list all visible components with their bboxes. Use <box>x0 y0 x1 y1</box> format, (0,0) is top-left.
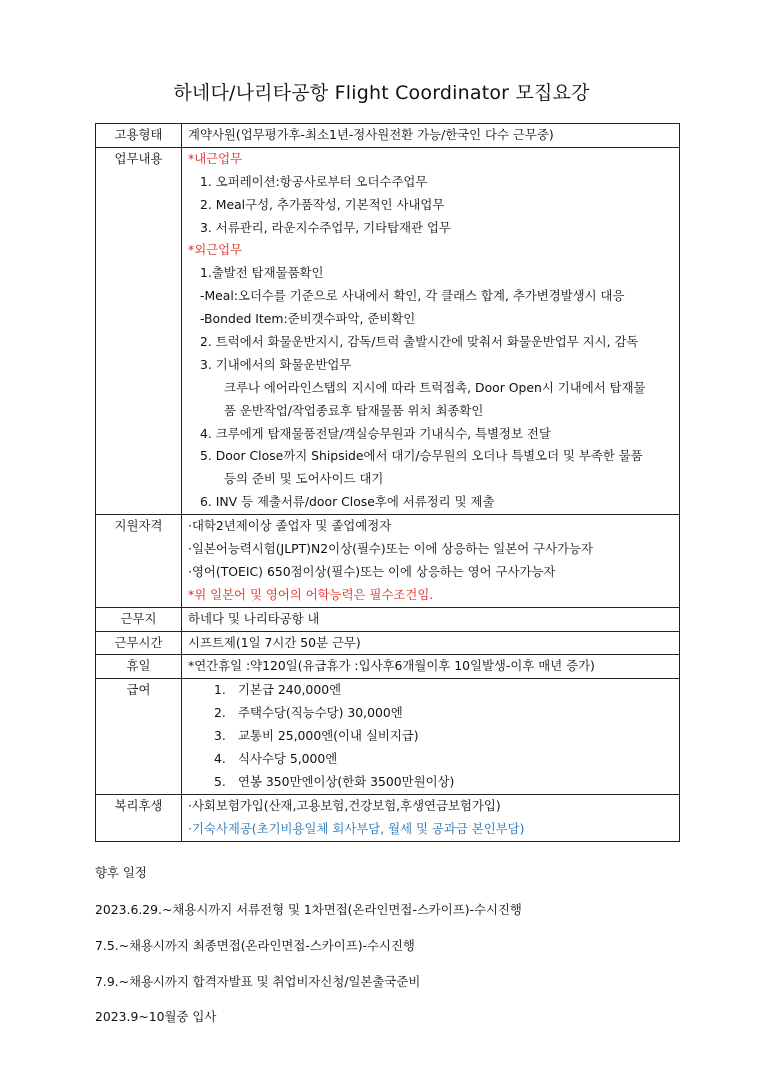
schedule-item: 2023.9~10월중 입사 <box>95 1009 217 1024</box>
row-employment-type <box>96 124 680 148</box>
row-label: 고용형태 <box>96 124 182 148</box>
qualification-note: *위 일본어 및 영어의 어학능력은 필수조건임. <box>188 586 434 602</box>
schedule-item: 7.9.~채용시까지 합격자발표 및 취업비자신청/일본출국준비 <box>95 974 421 989</box>
row-label: 휴일 <box>96 655 182 679</box>
row-label: 복리후생 <box>96 794 182 841</box>
row-qualifications <box>96 515 680 608</box>
duty-item: 품 운반작업/작업종료후 탑재물품 위치 최종확인 <box>224 402 484 418</box>
salary-item <box>188 679 673 702</box>
salary-item <box>188 702 673 725</box>
duty-item: 1.출발전 탑재물품확인 <box>200 265 324 281</box>
salary-item-number: 4. <box>214 751 226 767</box>
salary-item-number: 5. <box>214 773 226 789</box>
row-value <box>182 655 680 679</box>
salary-item <box>188 748 673 771</box>
employment-type-value: 계약사원(업무평가후-최소1년-정사원전환 가능/한국인 다수 근무중) <box>188 127 554 142</box>
duty-item: 크루나 에어라인스탭의 지시에 따라 트럭접촉, Door Open시 기내에서 탑재물 <box>224 379 646 395</box>
duty-item: 등의 준비 및 도어사이드 대기 <box>224 471 384 487</box>
row-duties <box>96 147 680 514</box>
row-benefits <box>96 794 680 841</box>
salary-item-number: 2. <box>214 705 226 721</box>
duty-item: -Bonded Item:준비갯수파악, 준비확인 <box>200 311 416 327</box>
salary-item-text: 식사수당 5,000엔 <box>238 751 338 767</box>
external-duties-header: *외근업무 <box>188 242 243 258</box>
salary-item-text: 기본급 240,000엔 <box>238 682 342 698</box>
duty-item: -Meal:오더수를 기준으로 사내에서 확인, 각 클래스 합계, 추가변경발생시 대응 <box>200 288 625 304</box>
salary-item-text: 주택수당(직능수당) 30,000엔 <box>238 705 403 721</box>
row-value <box>182 679 680 794</box>
duty-item: 3. 서류관리, 라운지수주업무, 기타탑재관 업무 <box>200 219 451 235</box>
row-value <box>182 631 680 655</box>
row-location <box>96 607 680 631</box>
row-value <box>182 794 680 841</box>
duty-item: 4. 크루에게 탑재물품전달/객실승무원과 기내식수, 특별정보 전달 <box>200 425 551 441</box>
holidays-value: *연간휴일 :약120일(유급휴가 :입사후6개월이후 10일발생-이후 매년 증가) <box>188 658 595 674</box>
salary-item-number: 1. <box>214 682 226 698</box>
duty-item: 6. INV 등 제출서류/door Close후에 서류정리 및 제출 <box>200 494 495 510</box>
schedule-item: 2023.6.29.~채용시까지 서류전형 및 1차면접(온라인면접-스카이프)-수시진행 <box>95 902 522 917</box>
row-label: 근무지 <box>96 607 182 631</box>
row-value <box>182 147 680 514</box>
duty-item: 2. 트럭에서 화물운반지시, 감독/트럭 출발시간에 맞춰서 화물운반업무 지시, 감독 <box>200 334 639 350</box>
page-title: 하네다/나리타공항 Flight Coordinator 모집요강 <box>173 82 590 104</box>
qualification-item: ·대학2년제이상 졸업자 및 졸업예정자 <box>188 518 392 534</box>
benefit-item: ·기숙사제공(초기비용일체 회사부담, 월세 및 공과금 본인부담) <box>188 820 525 836</box>
row-value <box>182 515 680 608</box>
row-holidays <box>96 655 680 679</box>
schedule-item: 7.5.~채용시까지 최종면접(온라인면접-스카이프)-수시진행 <box>95 938 415 953</box>
duty-item: 1. 오퍼레이션:항공사로부터 오더수주업무 <box>200 173 428 189</box>
row-salary <box>96 679 680 794</box>
row-label: 업무내용 <box>96 147 182 514</box>
row-hours <box>96 631 680 655</box>
schedule-heading: 향후 일정 <box>95 865 147 880</box>
salary-item-text: 연봉 350만엔이상(한화 3500만원이상) <box>238 773 455 789</box>
duty-item: 5. Door Close까지 Shipside에서 대기/승무원의 오더나 특별오더 및 부족한 물품 <box>200 448 643 464</box>
schedule-section <box>95 862 522 1024</box>
row-value <box>182 607 680 631</box>
salary-item <box>188 771 673 794</box>
row-label: 급여 <box>96 679 182 794</box>
qualification-item: ·영어(TOEIC) 650점이상(필수)또는 이에 상응하는 영어 구사가능자 <box>188 563 556 579</box>
internal-duties-header: *내근업무 <box>188 150 243 166</box>
row-label: 지원자격 <box>96 515 182 608</box>
location-value: 하네다 및 나리타공항 내 <box>188 610 320 626</box>
row-value <box>182 124 680 148</box>
hours-value: 시프트제(1일 7시간 50분 근무) <box>188 634 361 650</box>
recruitment-table <box>95 123 680 842</box>
row-label: 근무시간 <box>96 631 182 655</box>
benefit-item: ·사회보험가입(산재,고용보험,건강보험,후생연금보험가입) <box>188 797 501 813</box>
salary-item-text: 교통비 25,000엔(이내 실비지급) <box>238 728 419 744</box>
duty-item: 3. 기내에서의 화물운반업무 <box>200 356 352 372</box>
salary-item-number: 3. <box>214 728 226 744</box>
salary-item <box>188 725 673 748</box>
duty-item: 2. Meal구성, 추가품작성, 기본적인 사내업무 <box>200 196 445 212</box>
qualification-item: ·일본어능력시험(JLPT)N2이상(필수)또는 이에 상응하는 일본어 구사가능자 <box>188 541 593 557</box>
